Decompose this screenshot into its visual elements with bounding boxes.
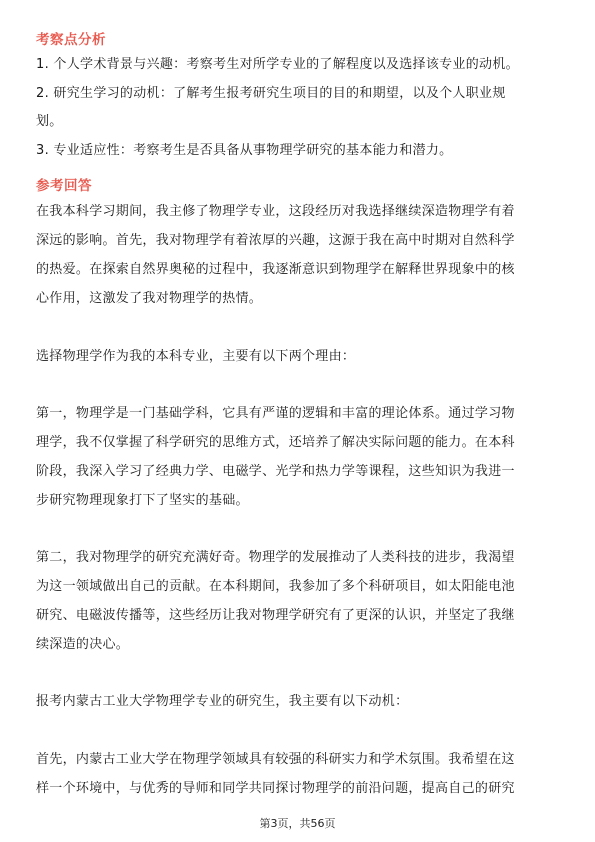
analysis-item-1: 1. 个人学术背景与兴趣：考察考生对所学专业的了解程度以及选择该专业的动机。 [36,57,519,72]
analysis-item-3: 3. 专业适应性：考察考生是否具备从事物理学研究的基本能力和潜力。 [36,143,453,158]
answer-line: 报考内蒙古工业大学物理学专业的研究生，我主要有以下动机： [36,694,409,709]
page-number: 第3页，共56页 [259,817,336,830]
analysis-item-2: 2. 研究生学习的动机：了解考生报考研究生项目的目的和期望，以及个人职业规 [36,86,506,101]
answer-line: 为这一领域做出自己的贡献。在本科期间，我参加了多个科研项目，如太阳能电池 [36,579,515,594]
answer-line: 样一个环境中，与优秀的导师和同学共同探讨物理学的前沿问题，提高自己的研究 [36,781,515,796]
answer-line: 的热爱。在探索自然界奥秘的过程中，我逐渐意识到物理学在解释世界现象中的核 [36,262,515,277]
answer-line: 理学，我不仅掌握了科学研究的思维方式，还培养了解决实际问题的能力。在本科 [36,435,515,450]
section-heading-answer: 参考回答 [36,178,92,194]
answer-line: 深远的影响。首先，我对物理学有着浓厚的兴趣，这源于我在高中时期对自然科学 [36,233,515,248]
section-heading-analysis: 考察点分析 [36,32,106,48]
answer-line: 第一，物理学是一门基础学科，它具有严谨的逻辑和丰富的理论体系。通过学习物 [36,406,515,421]
answer-line: 研究、电磁波传播等，这些经历让我对物理学研究有了更深的认识，并坚定了我继 [36,608,515,623]
answer-line: 第二，我对物理学的研究充满好奇。物理学的发展推动了人类科技的进步，我渴望 [36,550,515,565]
answer-line: 阶段，我深入学习了经典力学、电磁学、光学和热力学等课程，这些知识为我进一 [36,464,515,479]
answer-line: 续深造的决心。 [36,637,130,652]
answer-line: 心作用，这激发了我对物理学的热情。 [36,291,263,306]
answer-line: 在我本科学习期间，我主修了物理学专业，这段经历对我选择继续深造物理学有着 [36,204,515,219]
answer-line: 首先，内蒙古工业大学在物理学领域具有较强的科研实力和学术氛围。我希望在这 [36,752,515,767]
analysis-item-2-cont: 划。 [36,114,63,129]
answer-line: 选择物理学作为我的本科专业，主要有以下两个理由： [36,349,356,364]
answer-line: 步研究物理现象打下了坚实的基础。 [36,493,249,508]
